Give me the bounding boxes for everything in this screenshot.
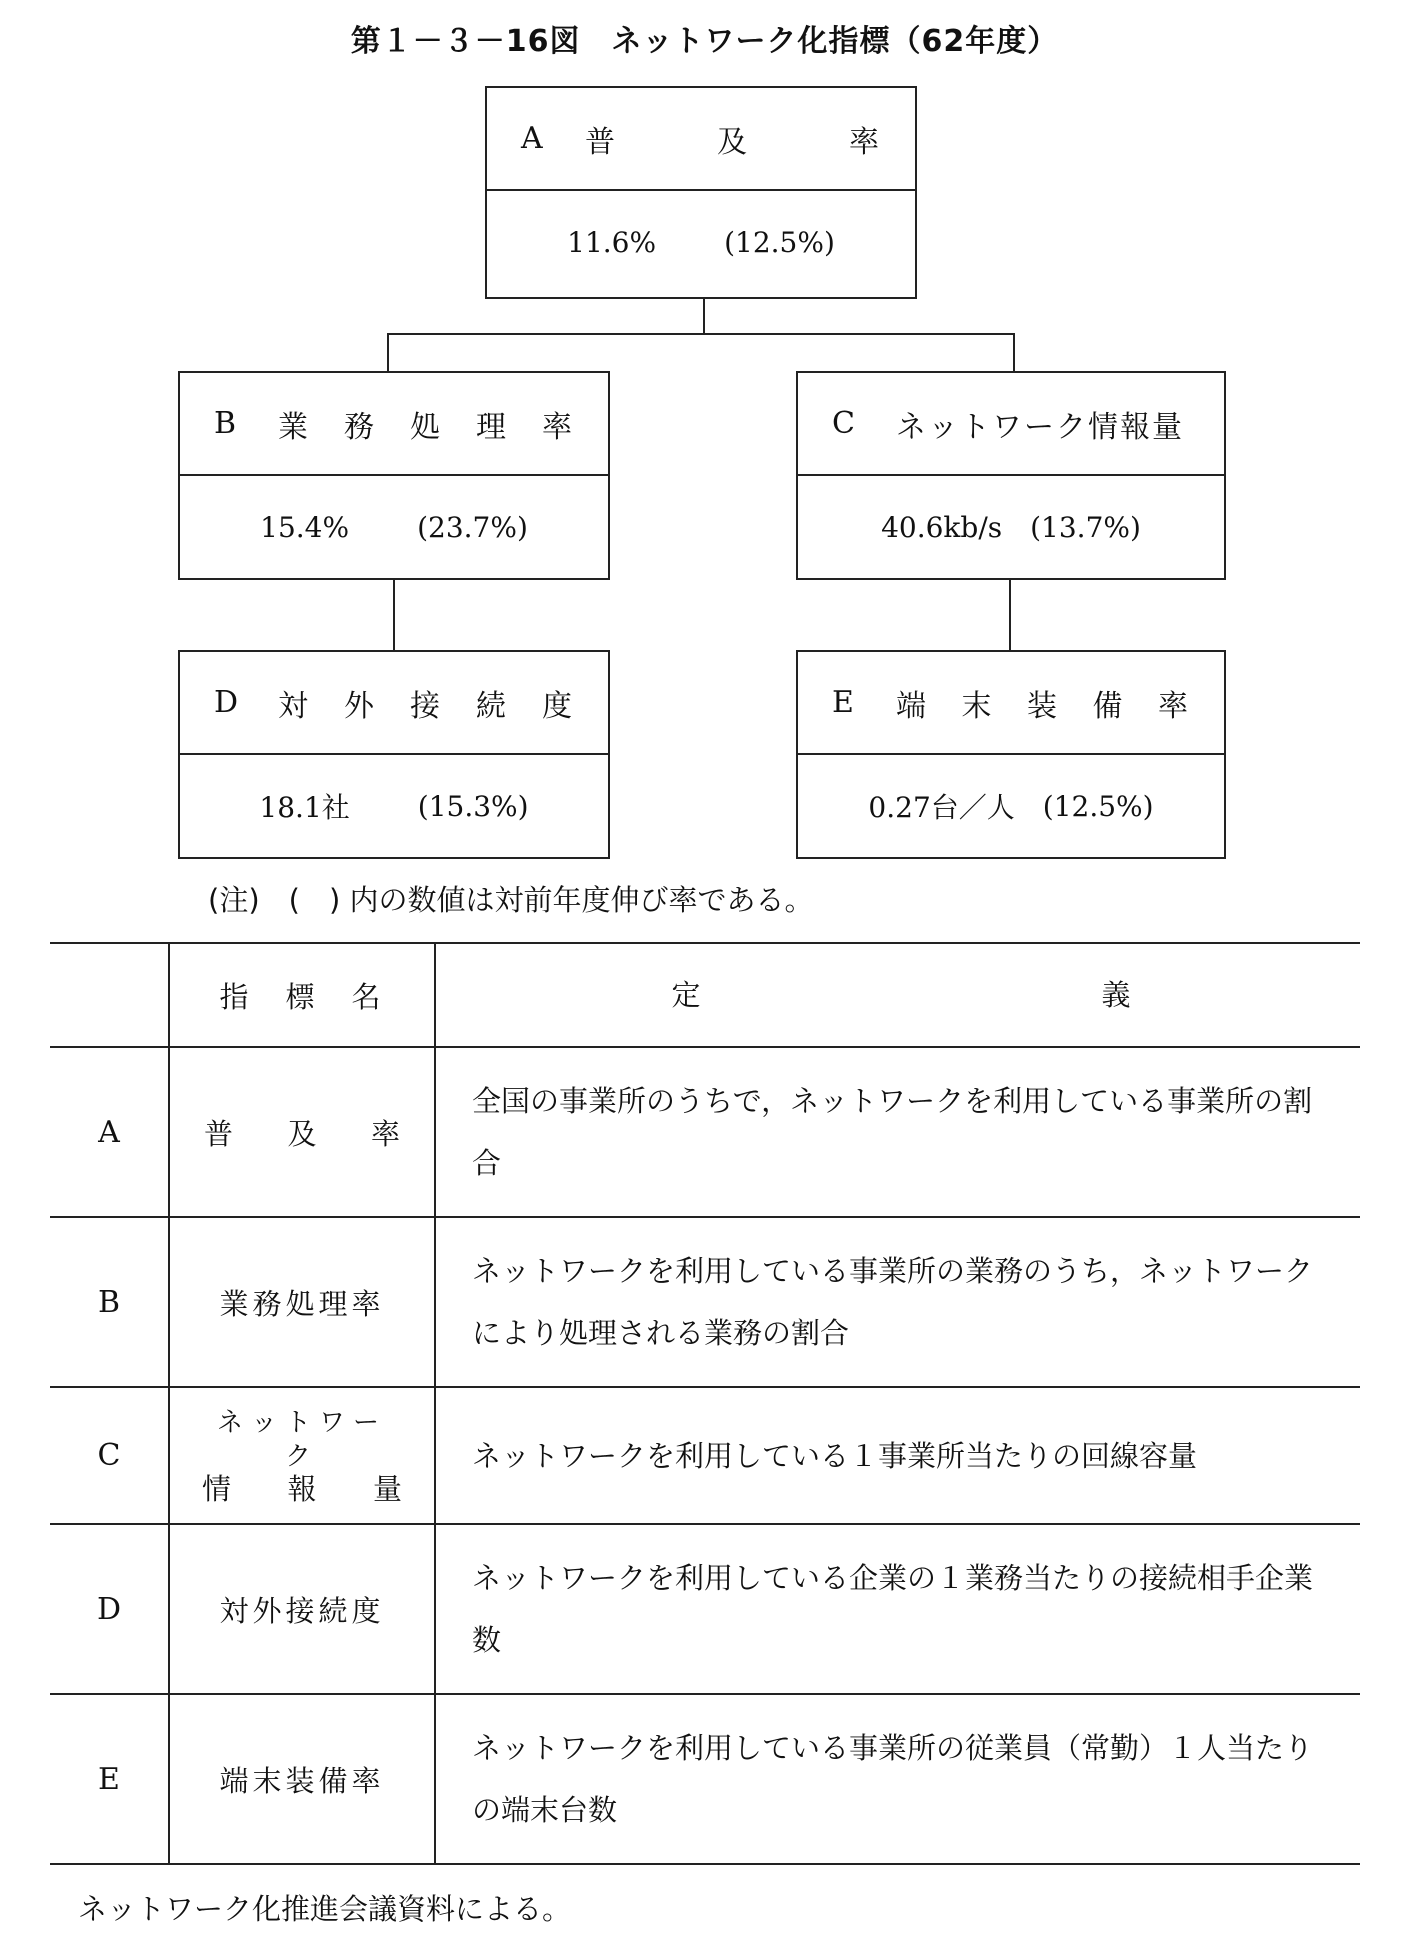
box-b-growth: (23.7%): [417, 510, 528, 544]
box-d-char: 度: [542, 688, 574, 724]
row-name: [169, 1047, 435, 1217]
box-b-value: 15.4%: [260, 510, 350, 544]
row-name-twoline: [202, 1405, 402, 1505]
box-a-values: [487, 191, 915, 293]
table-row: [50, 1217, 1360, 1387]
row-id: E: [50, 1694, 169, 1864]
row-name-char: 普: [204, 1116, 234, 1151]
connector-b-d: [393, 580, 395, 650]
box-e-value: 0.27台／人: [868, 791, 1015, 824]
header-name-cell: [169, 943, 435, 1047]
row-id: B: [50, 1217, 169, 1387]
box-e-char: 端: [896, 688, 928, 724]
box-b: [178, 371, 610, 580]
box-c-name: ネットワーク情報量: [896, 409, 1184, 445]
box-b-char: 務: [344, 409, 376, 445]
box-d: [178, 650, 610, 859]
box-e-char: 備: [1092, 688, 1125, 724]
row-id: D: [50, 1524, 169, 1694]
row-name-text: 業務処理率: [219, 1286, 385, 1321]
box-b-char: 率: [542, 409, 574, 445]
row-definition: 全国の事業所のうちで，ネットワークを利用している事業所の割合: [435, 1047, 1360, 1217]
row-name: [169, 1524, 435, 1694]
row-id: A: [50, 1047, 169, 1217]
box-a-char: 普: [585, 124, 617, 160]
row-name: [169, 1387, 435, 1524]
box-e-growth: (12.5%): [1042, 789, 1154, 823]
box-b-values: [180, 476, 608, 578]
header-def-1: 定: [671, 978, 703, 1012]
box-e-char: 末: [961, 688, 994, 724]
row-definition: ネットワークを利用している事業所の従業員（常勤）１人当たりの端末台数: [435, 1694, 1360, 1864]
box-e-letter: E: [832, 685, 854, 720]
row-name: [169, 1217, 435, 1387]
box-a-header: [487, 88, 915, 191]
note: (注) ( ) 内の数値は対前年度伸び率である。: [208, 883, 814, 917]
definitions-table: [50, 942, 1360, 1865]
box-b-char: 理: [476, 409, 508, 445]
box-d-header: [180, 652, 608, 755]
box-e-char: 率: [1158, 688, 1190, 724]
source-note: ネットワーク化推進会議資料による。: [78, 1892, 572, 1926]
header-name: 指 標 名: [219, 979, 385, 1014]
row-name-char: 量: [372, 1472, 402, 1506]
box-e-values: [798, 755, 1224, 857]
box-c-value: 40.6kb/s: [881, 510, 1003, 544]
box-b-char: 業: [278, 409, 310, 445]
row-definition: ネットワークを利用している１事業所当たりの回線容量: [435, 1387, 1360, 1524]
box-c-growth: (13.7%): [1030, 510, 1141, 544]
box-a-char: 及: [717, 124, 749, 160]
row-name: [169, 1694, 435, 1864]
connector-a-down: [703, 299, 705, 333]
header-id-cell: [50, 943, 169, 1047]
table-row: [50, 1047, 1360, 1217]
row-name-text: 対外接続度: [219, 1593, 385, 1628]
box-b-char: 処: [410, 409, 442, 445]
row-name-char: 情: [202, 1472, 232, 1506]
row-definition: ネットワークを利用している企業の１業務当たりの接続相手企業数: [435, 1524, 1360, 1694]
box-d-name: [278, 681, 574, 725]
table-row: [50, 1524, 1360, 1694]
box-b-letter: B: [214, 406, 237, 441]
box-d-growth: (15.3%): [417, 789, 529, 823]
box-a-letter: A: [521, 121, 543, 156]
connector-to-b: [387, 333, 389, 371]
row-definition: ネットワークを利用している事業所の業務のうち，ネットワークにより処理される業務の割合: [435, 1217, 1360, 1387]
table-row: [50, 1387, 1360, 1524]
box-d-char: 対: [278, 688, 310, 724]
header-def-2: 義: [1101, 978, 1133, 1012]
row-name-char: 及: [287, 1116, 317, 1151]
connector-c-e: [1009, 580, 1011, 650]
box-d-char: 外: [344, 688, 376, 724]
row-name-char: 報: [287, 1472, 317, 1506]
header-def: [472, 964, 1332, 1026]
box-d-char: 接: [410, 688, 442, 724]
table-header-row: [50, 943, 1360, 1047]
box-a-name: [585, 117, 881, 161]
row-name-spaced: [204, 1112, 400, 1153]
box-b-header: [180, 373, 608, 476]
row-name-line1: ネットワーク: [216, 1408, 387, 1472]
box-c-header: [798, 373, 1224, 476]
box-a-growth: (12.5%): [724, 225, 835, 259]
box-d-char: 続: [476, 688, 508, 724]
box-a-char: 率: [849, 124, 881, 160]
box-e: [796, 650, 1226, 859]
box-e-name: [896, 681, 1190, 725]
box-a-value: 11.6%: [567, 225, 657, 259]
box-c: [796, 371, 1226, 580]
box-b-name: [278, 402, 574, 446]
row-name-line2: [202, 1473, 402, 1505]
row-name-text: 端末装備率: [219, 1763, 385, 1798]
box-e-header: [798, 652, 1224, 755]
box-d-letter: D: [214, 685, 239, 720]
figure-title: 第１－３－16図 ネットワーク化指標（62年度）: [350, 24, 1059, 59]
header-def-cell: [435, 943, 1360, 1047]
box-c-values: [798, 476, 1224, 578]
connector-horizontal: [387, 333, 1015, 335]
box-e-char: 装: [1027, 688, 1059, 724]
box-a: [485, 86, 917, 299]
box-c-letter: C: [832, 406, 855, 441]
row-id: C: [50, 1387, 169, 1524]
connector-to-c: [1013, 333, 1015, 371]
table-row: [50, 1694, 1360, 1864]
box-d-value: 18.1社: [259, 791, 350, 824]
box-d-values: [180, 755, 608, 857]
row-name-char: 率: [370, 1116, 400, 1151]
